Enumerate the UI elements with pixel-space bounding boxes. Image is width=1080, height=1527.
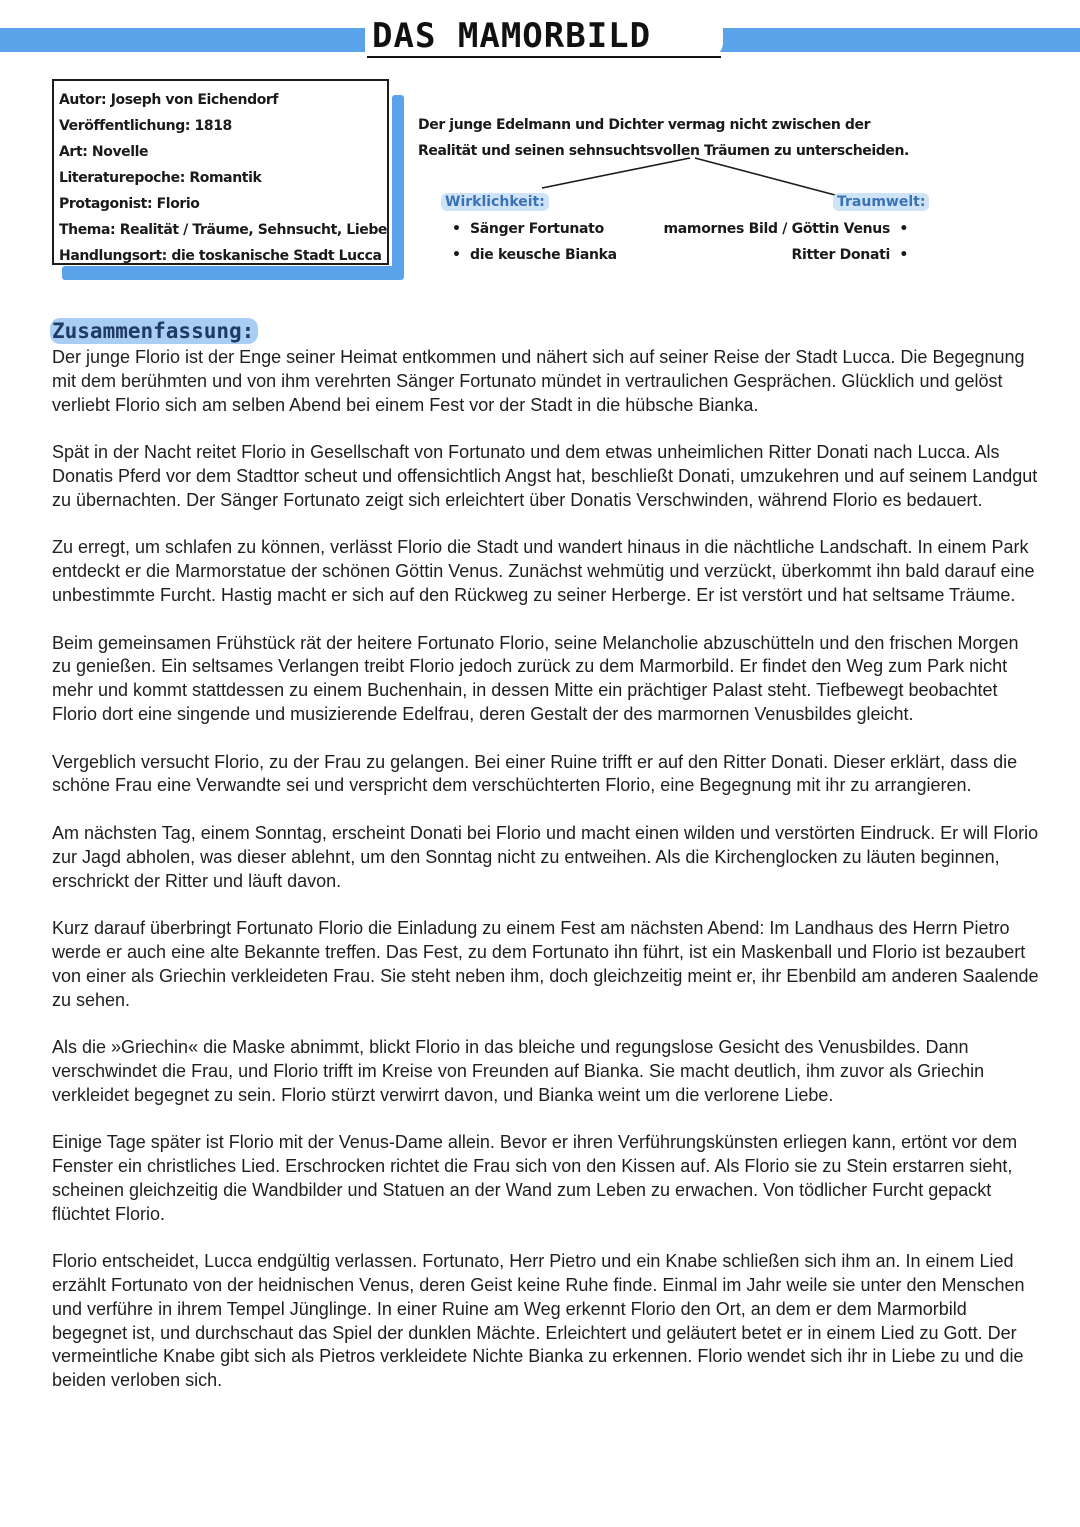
reality-list bbox=[452, 216, 617, 268]
info-box-shadow-vertical bbox=[392, 95, 404, 279]
diagram-heading-line: Der junge Edelmann und Dichter vermag nicht zwischen der bbox=[418, 117, 871, 133]
summary-body bbox=[52, 346, 1042, 1417]
summary-paragraph: Zu erregt, um schlafen zu können, verlässt Florio die Stadt und wandert hinaus in die nächtliche Landschaft. In einem Park entdeckt er die Marmorstatue der schönen Göttin Venus. Zunächst wehmütig und verzückt, überkommt ihn bald darauf eine unbestimmte Furcht. Hastig macht er sich auf den Rückweg zu seiner Herberge. Er ist verstört und hat seltsame Träume. bbox=[52, 537, 1035, 605]
dream-list bbox=[663, 216, 908, 268]
summary-paragraph: Am nächsten Tag, einem Sonntag, erscheint Donati bei Florio und macht einen wilden und verstörten Eindruck. Er will Florio zur Jagd abholen, was dieser ablehnt, um den Sonntag nicht zu entweihen. Als die Kirchenglocken zu läuten beginnen, erschrickt der Ritter und läuft davon. bbox=[52, 822, 1039, 891]
info-epoch: Literaturepoche: Romantik bbox=[59, 170, 262, 186]
reality-item: Sänger Fortunato bbox=[470, 221, 604, 237]
summary-paragraph: Als die »Griechin« die Maske abnimmt, blickt Florio in das bleiche und regungslose Gesicht des Venusbildes. Dann verschwindet die Frau, und Florio trifft im Kreise von Freunden auf Bianka. Sie macht deutlich, ihm zuvor als Griechin verkleidet begegnet zu sein. Florio stürzt verwirrt davon, und Bianka weint um die verlorene Liebe. bbox=[52, 1037, 985, 1105]
summary-heading: Zusammenfassung: bbox=[50, 318, 258, 344]
info-setting: Handlungsort: die toskanische Stadt Lucca bbox=[59, 248, 382, 264]
summary-paragraph: Spät in der Nacht reitet Florio in Gesellschaft von Fortunato und dem etwas unheimlichen Ritter Donati nach Lucca. Als Donatis Pferd vor dem Stadttor scheut und offensichtlich Angst hat, beschließt Donati, umzukehren und auf seinem Landgut zu übernachten. Der Sänger Fortunato zeigt sich erleichtert über Donatis Verschwinden, während Florio es bedauert. bbox=[52, 442, 1038, 510]
list-item bbox=[452, 242, 617, 268]
title-underline bbox=[367, 56, 721, 58]
info-author: Autor: Joseph von Eichendorf bbox=[59, 92, 279, 108]
dream-item: Ritter Donati bbox=[791, 247, 890, 263]
page-title: DAS MAMORBILD bbox=[372, 16, 652, 56]
bullet-icon: • bbox=[899, 247, 908, 263]
summary-paragraph: Vergeblich versucht Florio, zu der Frau zu gelangen. Bei einer Ruine trifft er auf den Ritter Donati. Dieser erklärt, dass die schöne Frau eine Verwandte sei und verspricht dem verschüchterten Florio, eine Begegnung mit ihr zu arrangieren. bbox=[52, 751, 1018, 796]
info-theme: Thema: Realität / Träume, Sehnsucht, Liebe bbox=[59, 222, 388, 238]
list-item bbox=[663, 242, 908, 268]
summary-paragraph: Der junge Florio ist der Enge seiner Heimat entkommen und nähert sich auf seiner Reise der Stadt Lucca. Die Begegnung mit dem berühmten und von ihm verehrten Sänger Fortunato mündet in vertraulichen Gesprächen. Glücklich und gelöst verliebt Florio sich am selben Abend bei einem Fest vor der Stadt in die hübsche Bianka. bbox=[52, 347, 1025, 415]
branch-line-left bbox=[542, 158, 690, 188]
info-box bbox=[52, 79, 389, 265]
summary-paragraph: Florio entscheidet, Lucca endgültig verlassen. Fortunato, Herr Pietro und ein Knabe schließen sich ihm an. In einem Lied erzählt Fortunato von der heidnischen Venus, deren Geist keine Ruhe finde. Einmal im Jahr weile sie unter den Menschen und verführe in ihrem Tempel Jünglinge. In einer Ruine am Weg erkennt Florio den Ort, an dem er dem Marmorbild begegnet ist, und durchschaut das Spiel der dunklen Mächte. Erleichtert und geläutert betet er in einem Lied zu Gott. Der vermeintliche Knabe gibt sich als Pietros verkleidete Nichte Bianka zu erkennen. Florio wendet sich ihr in Liebe zu und die beiden verloben sich. bbox=[52, 1251, 1025, 1391]
info-protagonist: Protagonist: Florio bbox=[59, 196, 200, 212]
summary-paragraph: Beim gemeinsamen Frühstück rät der heitere Fortunato Florio, seine Melancholie abzuschütteln und den frischen Morgen zu genießen. Ein seltsames Verlangen treibt Florio jedoch zurück zu dem Marmorbild. Er findet den Weg zum Park nicht mehr und kommt stattdessen zu einem Buchenhain, in dessen Mitte ein prächtiger Palast steht. Tiefbewegt beobachtet Florio dort eine singende und musizierende Edelfrau, deren Gestalt der des marmornen Venusbildes gleicht. bbox=[52, 632, 1019, 724]
bullet-icon: • bbox=[452, 221, 461, 237]
diagram-branch-lines bbox=[530, 155, 860, 200]
info-publication: Veröffentlichung: 1818 bbox=[59, 118, 232, 134]
summary-paragraph: Kurz darauf überbringt Fortunato Florio die Einladung zu einem Fest am nächsten Abend: Im Landhaus des Herrn Pietro werde er auch eine alte Bekannte treffen. Das Fest, zu dem Fortunato ihn führt, ist ein Maskenball und Florio ist bezaubert von einer als Griechin verkleideten Frau. Sie steht neben ihm, doch gleichzeitig meint er, ihr Ebenbild am anderen Saalende zu sehen. bbox=[52, 918, 1039, 1010]
diagram-heading-line: Realität und seinen sehnsuchtsvollen Träumen zu unterscheiden. bbox=[418, 143, 909, 159]
reality-item: die keusche Bianka bbox=[470, 247, 617, 263]
dream-label: Traumwelt: bbox=[833, 193, 929, 211]
bullet-icon: • bbox=[899, 221, 908, 237]
dream-item: mamornes Bild / Göttin Venus bbox=[663, 221, 890, 237]
reality-label: Wirklichkeit: bbox=[441, 193, 549, 211]
bullet-icon: • bbox=[452, 247, 461, 263]
info-genre: Art: Novelle bbox=[59, 144, 149, 160]
branch-line-right bbox=[695, 158, 835, 195]
summary-paragraph: Einige Tage später ist Florio mit der Venus-Dame allein. Bevor er ihren Verführungskünsten erliegen kann, ertönt vor dem Fenster ein christliches Lied. Erschrocken richtet die Frau sich von den Kissen auf. Als Florio sie zu Stein erstarren sieht, scheinen gleichzeitig die Wandbilder und Statuen an der Wand zum Leben zu erwachen. Von tödlicher Furcht gepackt flüchtet Florio. bbox=[52, 1132, 1018, 1224]
list-item bbox=[452, 216, 617, 242]
list-item bbox=[663, 216, 908, 242]
